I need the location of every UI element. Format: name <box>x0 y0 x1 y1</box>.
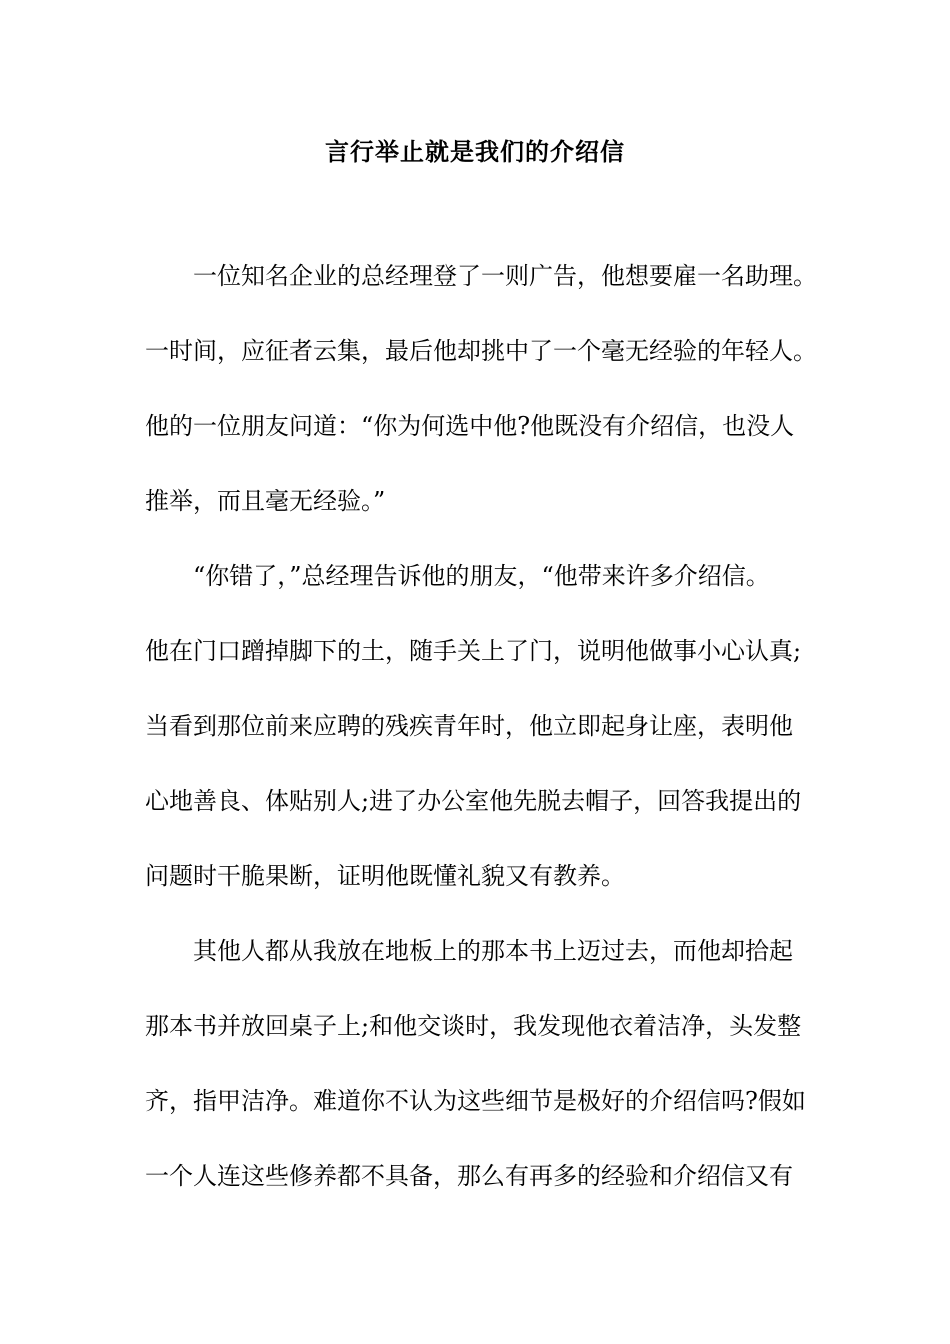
paragraph-2-line-3: 当看到那位前来应聘的残疾青年时，他立即起身让座，表明他 <box>145 712 793 740</box>
paragraph-1-line-2: 一时间，应征者云集，最后他却挑中了一个毫无经验的年轻人。 <box>145 337 817 365</box>
paragraph-3-line-3: 齐，指甲洁净。难道你不认为这些细节是极好的介绍信吗?假如 <box>145 1087 806 1115</box>
paragraph-1-line-1: 一位知名企业的总经理登了一则广告，他想要雇一名助理。 <box>193 262 817 290</box>
paragraph-2-line-5: 问题时干脆果断，证明他既懂礼貌又有教养。 <box>145 862 625 890</box>
paragraph-3-line-2: 那本书并放回桌子上;和他交谈时，我发现他衣着洁净，头发整 <box>145 1012 802 1040</box>
paragraph-1-line-3: 他的一位朋友问道：“你为何选中他?他既没有介绍信，也没人 <box>145 412 795 440</box>
paragraph-2-line-2: 他在门口蹭掉脚下的土，随手关上了门，说明他做事小心认真; <box>145 637 802 665</box>
paragraph-2-line-4: 心地善良、体贴别人;进了办公室他先脱去帽子，回答我提出的 <box>145 787 802 815</box>
paragraph-3-line-4: 一个人连这些修养都不具备，那么有再多的经验和介绍信又有 <box>145 1162 793 1190</box>
paragraph-3-line-1: 其他人都从我放在地板上的那本书上迈过去，而他却拾起 <box>193 937 793 965</box>
paragraph-1-line-4: 推举，而且毫无经验。” <box>145 487 386 515</box>
paragraph-2-line-1: “你错了，”总经理告诉他的朋友，“他带来许多介绍信。 <box>193 562 770 590</box>
document-title: 言行举止就是我们的介绍信 <box>325 138 625 166</box>
